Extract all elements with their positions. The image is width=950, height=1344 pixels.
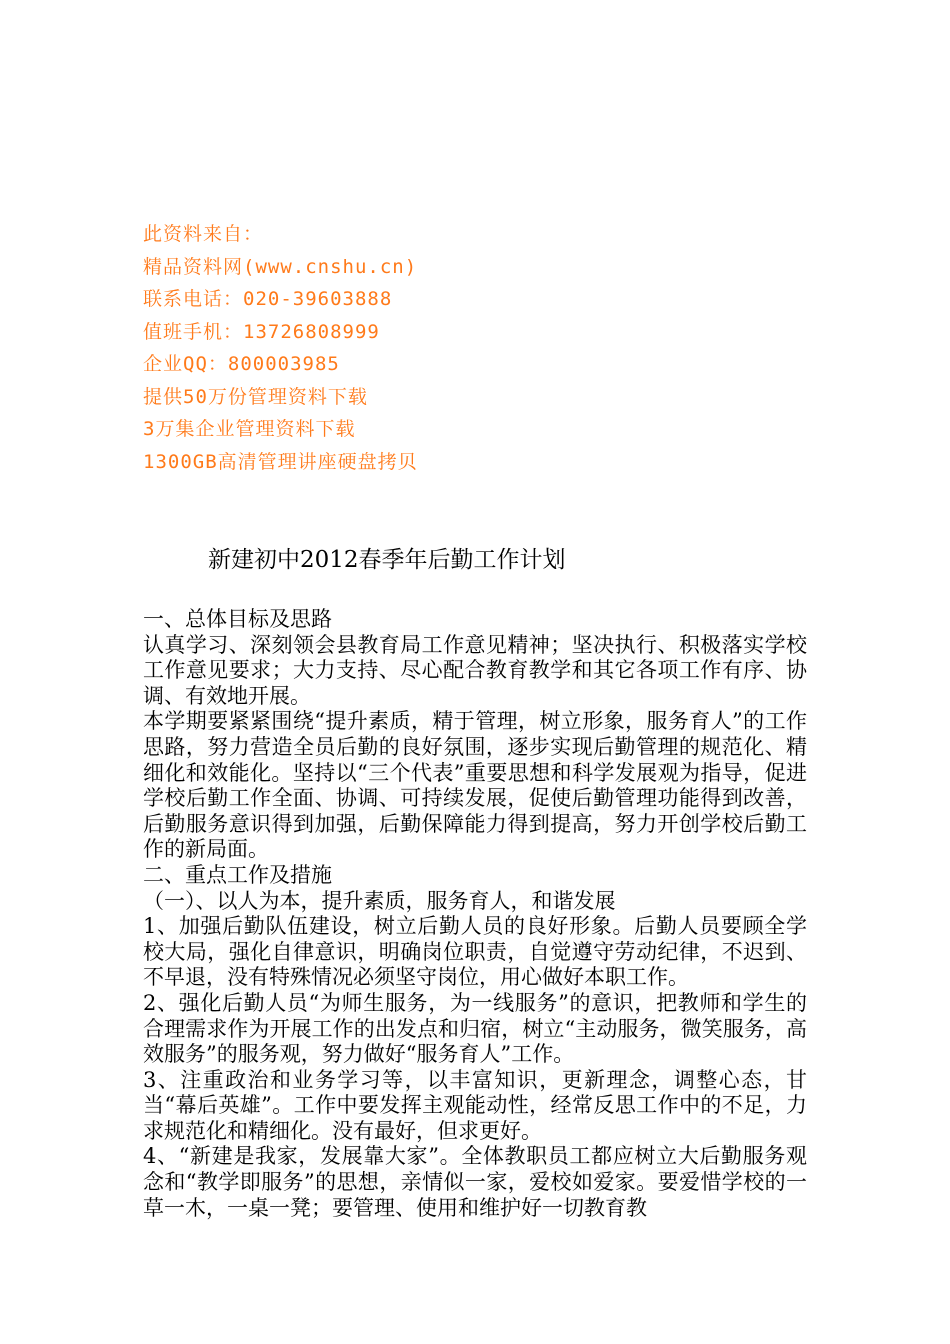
advert-line: 1300GB高清管理讲座硬盘拷贝 [143,450,418,473]
section-heading: 一、总体目标及思路 [143,607,332,631]
advert-line: 提供50万份管理资料下载 [143,385,368,408]
document-title: 新建初中2012春季年后勤工作计划 [208,547,566,573]
body-paragraph: 2、强化后勤人员“为师生服务，为一线服务”的意识，把教师和学生的合理需求作为开展工作的出发点和归宿，树立“主动服务，微笑服务，高效服务”的服务观，努力做好“服务育人”工作。 [143,990,807,1067]
source-advert-block [143,218,418,478]
body-paragraph: 4、“新建是我家，发展靠大家”。全体教职员工都应树立大后勤服务观念和“教学即服务”的思想，亲情似一家，爱校如爱家。要爱惜学校的一草一木，一桌一凳；要管理、使用和维护好一切教育教 [143,1144,807,1220]
body-paragraph: 本学期要紧紧围绕“提升素质，精于管理，树立形象，服务育人”的工作思路，努力营造全员后勤的良好氛围，逐步实现后勤管理的规范化、精细化和效能化。坚持以“三个代表”重要思想和科学发展观为指导，促进学校后勤工作全面、协调、可持续发展，促使后勤管理功能得到改善，后勤服务意识得到加强，后勤保障能力得到提高，努力开创学校后勤工作的新局面。 [143,709,807,862]
body-paragraph: 3、注重政治和业务学习等，以丰富知识，更新理念，调整心态，甘当“幕后英雄”。工作中要发挥主观能动性，经常反思工作中的不足，力求规范化和精细化。没有最好，但求更好。 [143,1067,807,1143]
section-heading: 二、重点工作及措施 [143,862,332,887]
advert-line: 联系电话：020-39603888 [143,288,393,310]
document-body [143,607,807,1221]
body-paragraph: 认真学习、深刻领会县教育局工作意见精神；坚决执行、积极落实学校工作意见要求；大力支持、尽心配合教育教学和其它各项工作有序、协调、有效地开展。 [143,632,807,708]
advert-line: 值班手机：13726808999 [143,320,380,343]
body-paragraph: 1、加强后勤队伍建设，树立后勤人员的良好形象。后勤人员要顾全学校大局，强化自律意识，明确岗位职责，自觉遵守劳动纪律，不迟到、不早退，没有特殊情况必须坚守岗位，用心做好本职工作。 [143,914,807,990]
advert-line: 3万集企业管理资料下载 [143,418,356,440]
advert-line: 此资料来自： [143,223,264,245]
advert-line: 企业QQ：800003985 [143,353,340,375]
advert-line: 精品资料网(www.cnshu.cn) [143,255,418,278]
subsection-heading: （一）、以人为本，提升素质，服务育人，和谐发展 [143,888,616,913]
